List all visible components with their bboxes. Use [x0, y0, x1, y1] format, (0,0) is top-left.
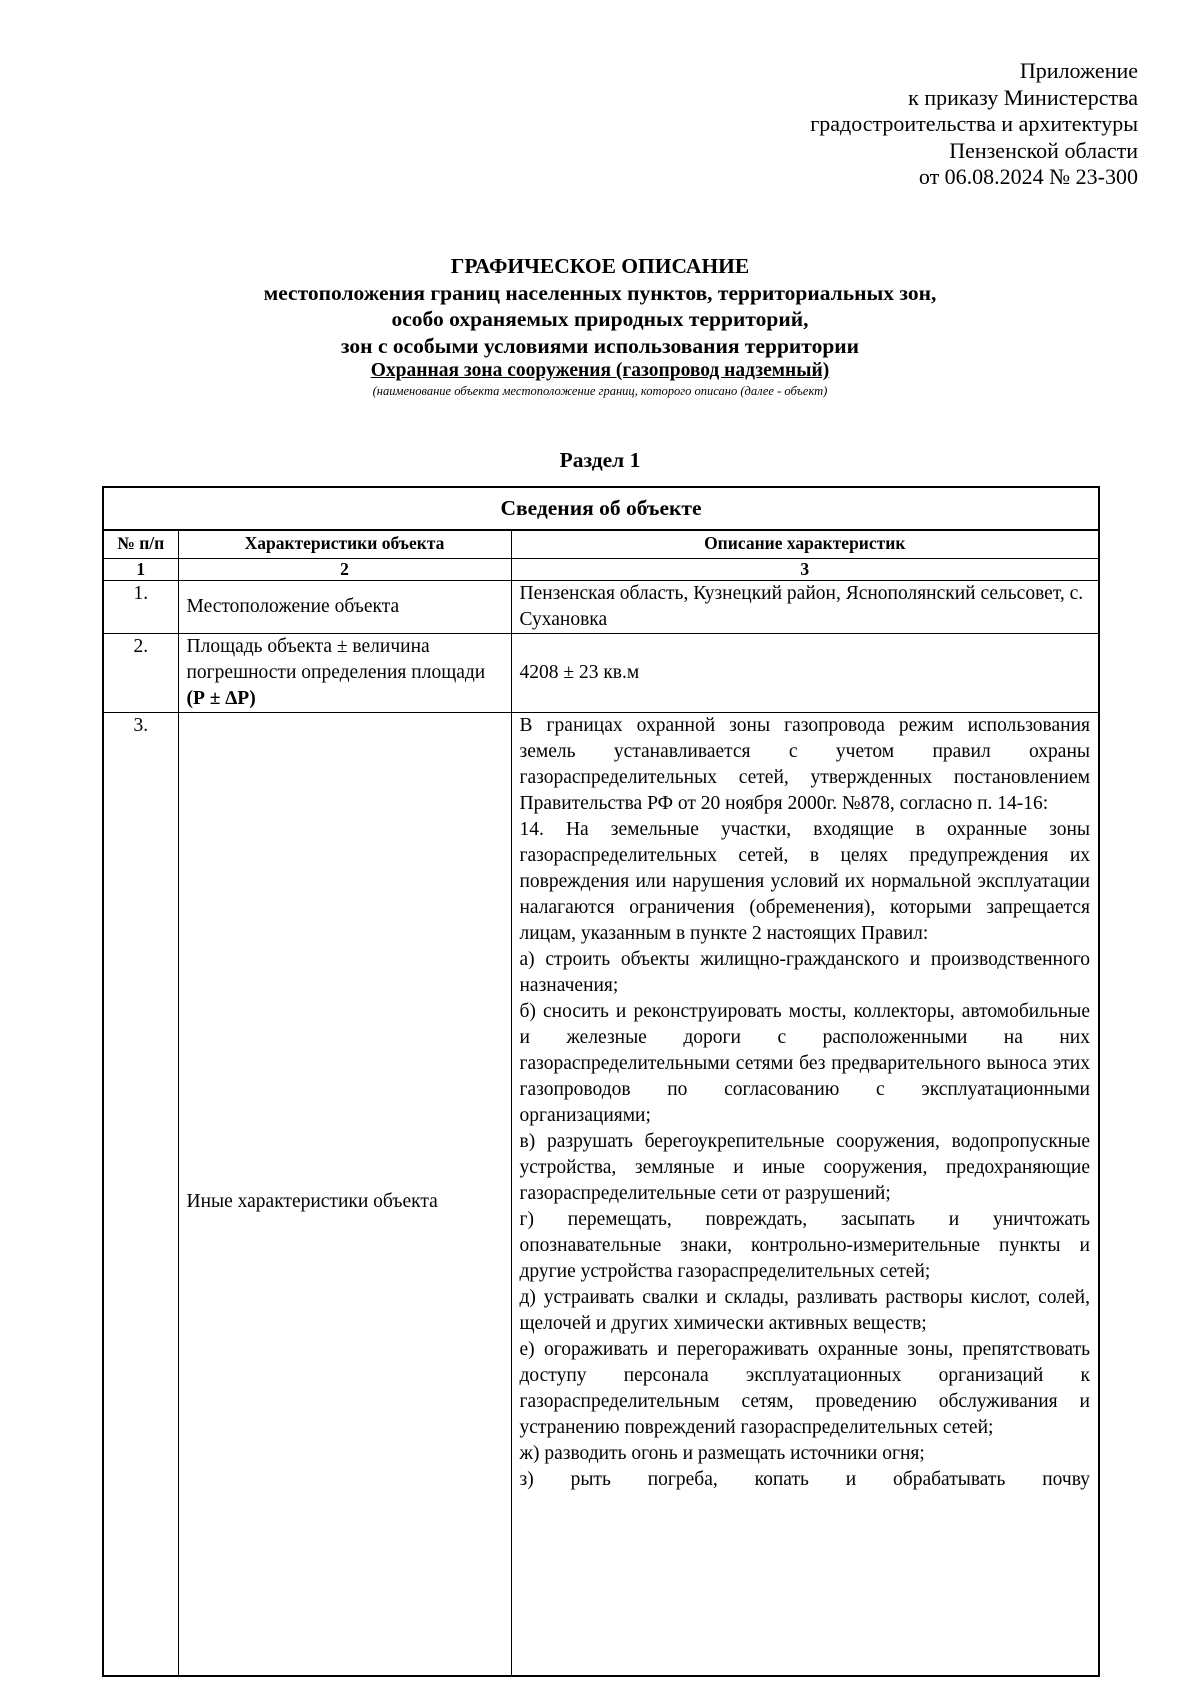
document-subtitle-line: особо охраняемых природных территорий,	[391, 307, 809, 331]
row-description: 4208 ± 23 кв.м	[511, 633, 1098, 712]
object-info-grid	[104, 531, 1098, 1677]
regulation-paragraph: в) разрушать берегоукрепительные сооружения, водопропускные устройства, земляные и иные сооружения, предохраняющие газораспределительные сети от разрушений;	[519, 1130, 1090, 1204]
table-title: Сведения об объекте	[104, 488, 1098, 531]
regulation-paragraph: г) перемещать, повреждать, засыпать и уничтожать опознавательные знаки, контрольно-измерительные пункты и другие устройства газораспределительных сетей;	[519, 1208, 1090, 1282]
column-number: 1	[104, 558, 178, 580]
regulation-paragraph: з) рыть погреба, копать и обрабатывать почву	[519, 1468, 1090, 1490]
row-number: 2.	[104, 633, 178, 712]
regulation-paragraph: а) строить объекты жилищно-гражданского и производственного назначения;	[519, 948, 1090, 996]
row-characteristic: Местоположение объекта	[178, 580, 511, 633]
document-subtitle-line: зон с особыми условиями использования территории	[340, 333, 860, 358]
regulation-paragraph: 14. На земельные участки, входящие в охранные зоны газораспределительных сетей, в целях предупреждения их повреждения или нарушения условий их нормальной эксплуатации налагаются ограничения (обременения), которыми запрещается лицам, указанным в пункте 2 настоящих Правил:	[519, 818, 1090, 944]
regulation-paragraph: д) устраивать свалки и склады, разливать растворы кислот, солей, щелочей и других химически активных веществ;	[519, 1286, 1090, 1334]
row-characteristic	[178, 633, 511, 712]
document-title: ГРАФИЧЕСКОЕ ОПИСАНИЕ	[450, 254, 750, 278]
row-characteristic-text: Площадь объекта ± величина погрешности определения площади	[186, 635, 486, 683]
regulation-paragraph: б) сносить и реконструировать мосты, коллекторы, автомобильные и железные дороги с расположенными на них газораспределительными сетями без предварительного выноса этих газопроводов по согласованию с эксплуатационными организациями;	[519, 1000, 1090, 1126]
table-row	[104, 633, 1098, 712]
appendix-line: к приказу Министерства	[908, 84, 1138, 110]
document-title-block	[0, 253, 1200, 399]
column-number-row	[104, 558, 1098, 580]
column-header-characteristic: Характеристики объекта	[178, 531, 511, 558]
column-header-description: Описание характеристик	[511, 531, 1098, 558]
object-name-note: (наименование объекта местоположение границ, которого описано (далее - объект)	[372, 384, 828, 398]
appendix-line: Приложение	[1019, 58, 1138, 83]
appendix-line: Пензенской области	[949, 137, 1138, 163]
row-characteristic-formula: (Р ± ∆Р)	[186, 687, 256, 709]
regulation-paragraph: В границах охранной зоны газопровода режим использования земель устанавливается с учетом правил охраны газораспределительных сетей, утвержденных постановлением Правительства РФ от 20 ноября 2000г. №878, согласно п. 14-16:	[519, 714, 1090, 814]
column-header-number: № п/п	[104, 531, 178, 558]
regulation-paragraph: е) огораживать и перегораживать охранные зоны, препятствовать доступу персонала эксплуатационных организаций к газораспределительным сетям, проведению обслуживания и устранению повреждений газораспределительных сетей;	[519, 1338, 1090, 1438]
column-number: 3	[511, 558, 1098, 580]
appendix-header	[810, 58, 1138, 191]
row-description	[511, 712, 1098, 1677]
object-name: Охранная зона сооружения (газопровод надземный)	[370, 360, 830, 381]
regulation-paragraph: ж) разводить огонь и размещать источники огня;	[519, 1442, 925, 1464]
table-header-row	[104, 531, 1098, 558]
table-row	[104, 712, 1098, 1677]
table-row	[104, 580, 1098, 633]
row-description: Пензенская область, Кузнецкий район, Яснополянский сельсовет, с. Сухановка	[511, 580, 1098, 633]
row-number: 1.	[104, 580, 178, 633]
appendix-date-number: от 06.08.2024 № 23-300	[918, 164, 1138, 189]
document-subtitle-line: местоположения границ населенных пунктов, территориальных зон,	[263, 280, 937, 305]
row-number: 3.	[104, 712, 178, 1677]
column-number: 2	[178, 558, 511, 580]
row-characteristic: Иные характеристики объекта	[178, 712, 511, 1677]
appendix-line: градостроительства и архитектуры	[810, 111, 1138, 136]
section-title: Раздел 1	[559, 448, 641, 472]
object-info-table	[102, 486, 1100, 1677]
